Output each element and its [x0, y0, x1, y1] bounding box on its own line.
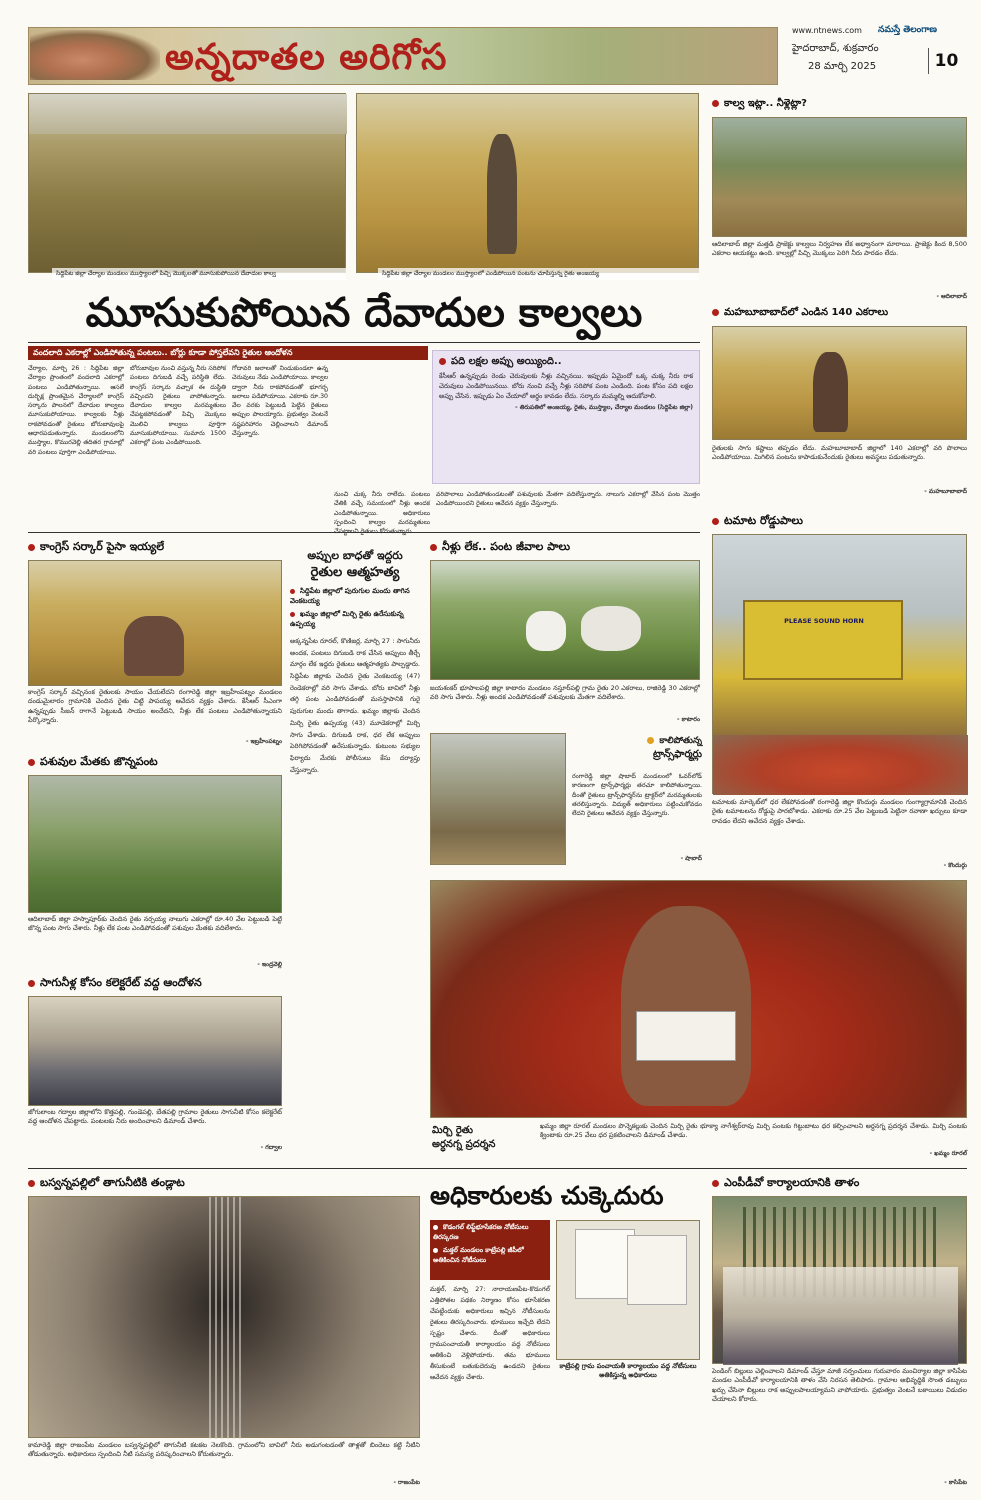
transformer-text: రంగారెడ్డి జిల్లా షాబాద్ మండలంలో ఓవర్‌లోడ్ కారణంగా ట్రాన్స్‌ఫార్మర్లు తరచూ కాలిపోతున్నాయి. దీంతో రైతులు ట్రాన్స్‌ఫార్మర్‌ను ట్రాక్టర్‌లో మరమ్మతులకు తరలిస్తున్నారు. విద్యుత్ అధికారులు పట్టించుకోవడం లేదని రైతులు ఆవేదన వ్యక్తం చేస్తున్నారు. — [572, 773, 702, 818]
chili-protest-photo — [430, 880, 967, 1118]
mpdo-head — [712, 1176, 967, 1192]
suicides-text: అక్కన్నపేట రూరల్, కొణిజర్ల, మార్చి 27 : సాగునీరు అందక, పంటలు దిగుబడి రాక చేసిన అప్పులు తీర్చే మార్గం లేక ఇద్దరు రైతులు ఆత్మహత్యకు పాల్పడ్డారు. సిద్దిపేట జిల్లాకు చెందిన రైతు వెంకటయ్య (47) రెండెకరాల్లో వరి సాగు చేశాడు. బోరు బావిలో నీళ్లు తగ్గి పంట ఎండిపోవడంతో మనస్తాపానికి గురై పురుగుల మందు తాగాడు. ఖమ్మం జిల్లాకు చెందిన మిర్చి రైతు ఉప్పయ్య (43) మూడెకరాల్లో మిర్చి సాగు చేశాడు. దిగుబడి రాక, ధర లేక అప్పులు పెరిగిపోవడంతో ఉరేసుకున్నాడు. కుటుంబ సభ్యుల ఫిర్యాదు మేరకు పోలీసులు కేసు దర్యాప్తు చేస్తున్నారు. — [290, 637, 420, 774]
bullet-icon — [28, 1180, 35, 1187]
lead-col4: నుంచి చుక్క నీరు రాలేదు. పంటలు చేతికి వచ్చే సమయంలో నీళ్లు అందక ఎండిపోతున్నాయి. అధికారులు స్పందించి కాల్వల మరమ్మతులు — [334, 491, 430, 526]
officials-bullet-2 — [433, 1246, 547, 1266]
loan-sidebar — [432, 350, 700, 484]
fodder-caption: జయశంకర్ భూపాలపల్లి జిల్లా కాటారం మండలం నస్తూర్‌పల్లి గ్రామ రైతు 20 ఎకరాలు, రాజిరెడ్డి 30 ఎకరాల్లో వరి సాగు చేశారు. నీళ్లు అందక ఎండిపోవడంతో పశువులకు మేతగా వదిలేశారు. — [430, 684, 700, 702]
congress-caption: కాంగ్రెస్ సర్కార్ వచ్చినంక రైతులకు సాయం చేయలేదని రంగారెడ్డి జిల్లా ఇబ్రహీంపట్నం మండలం దండుమైలారం గ్రామానికి చెందిన రైతు చిట్టి పాపయ్య ఆవేదన వ్యక్తం చేశారు. కేసీఆర్ సీఎంగా ఉన్నప్పుడు సీజన్ రాగానే పెట్టుబడి సాయం అందేదని, నీళ్లు లేక పంటలు ఎండిపోతున్నాయని పేర్కొన్నారు. — [28, 688, 282, 725]
protesters — [723, 1267, 958, 1365]
tomato-pile — [713, 735, 968, 795]
transformer-head-1-text: కాలిపోతున్న — [659, 736, 702, 746]
mpdo-protest-photo — [712, 1196, 967, 1364]
transformer-head-2: ట్రాన్స్‌ఫార్మర్లు — [652, 749, 702, 760]
lead-col1: చేర్యాల, మార్చి 26 : సిద్దిపేట జిల్లా చేర్యాల ప్రాంతంలో వందలాది ఎకరాల్లో పంటలు ఎండిపోతున్నాయి. ఆసలే దుర్భిక్ష ప్రాంతమైన చేర్యాలలో కాంగ్రెస్ సర్కారు పాలనలో దేవాదుల కాల్వలు మూసుకుపోయాయి. కాల్వలకు నీళ్లు రాకపోవడంతో రైతులు బోరుబావులపై ఆధారపడుతున్నారు. మండలంలోని ముస్త్యాల, కొమురవెల్లి తదితర గ్రామాల్లో వరి పంటలు పూర్తిగా ఎండిపోయాయి. — [28, 365, 124, 456]
dry-paddy-farmer-photo — [356, 93, 699, 273]
notice-document-photo — [556, 1220, 700, 1360]
suicides-bullet-1-text: సిద్దిపేట జిల్లాలో పురుగుల మందు తాగిన వెంకటయ్య — [290, 587, 410, 605]
lead-tail: వరిపొలాలు ఎండిపోతుండటంతో పశువులకు మేతగా వదిలేస్తున్నారు. నాలుగు ఎకరాల్లో వేసిన పంట మొత్తం ఎండిపోయిందని రైతులు ఆవేదన వ్యక్తం చేస్తున్నారు. — [436, 491, 700, 508]
officials-text: మక్తల్, మార్చి 27: నారాయణపేట-కొడంగల్ ఎత్తిపోతల పథకం నిర్మాణం కోసం భూసేకరణ చేపట్టేందుకు అధికారులు ఇచ్చిన నోటీసులను రైతులు తిరస్కరించారు. భూములు ఇచ్చేది లేదని స్పష్టం చేశారు. దీంతో అధికారులు గ్రామపంచాయతీ కార్యాలయం వద్ద నోటీసులు అతికించి వెళ్లిపోయారు. తమ భూములు తీసుకుంటే బతుకుదెరువు ఉండదని రైతులు ఆవేదన వ్యక్తం చేశారు. — [430, 1286, 550, 1382]
masthead-city-day: హైదరాబాద్, శుక్రవారం — [792, 43, 879, 54]
bullet-icon — [647, 737, 654, 744]
canal-overgrown-caption: సిద్దిపేట జిల్లా చేర్యాల మండలం ముస్త్యాలలో పిచ్చి మొక్కలతో మూసుకుపోయిన దేవాదుల కాల్వ — [52, 268, 346, 280]
fodder-cattle-photo — [430, 560, 700, 680]
canals-caption: ఆదిలాబాద్ జిల్లా మత్తడి ప్రాజెక్టు కాల్వలు నిర్వహణ లేక అధ్వానంగా మారాయి. ప్రాజెక్టు కింద 8,500 ఎకరాల ఆయకట్టు ఉంది. కాల్వల్లో పిచ్చి మొక్కలు పెరిగి నీరు పారడం లేదు. — [712, 240, 967, 258]
tomato-truck-photo — [712, 534, 967, 794]
masthead — [0, 0, 981, 88]
transformer-tractor-photo — [430, 733, 566, 865]
collectorate-credit: - గద్వాల — [260, 1144, 282, 1151]
truck-sign: PLEASE SOUND HORN — [784, 617, 864, 625]
bullet-icon — [712, 100, 719, 107]
mahabubabad-caption: రైతులకు సాగు కష్టాలు తప్పడం లేదు. మహబూబాబాద్ జిల్లాలో 140 ఎకరాల్లో వరి పొలాలు ఎండిపోయాయి. మిగిలిన పంటను కాపాడుకునేందుకు రైతులు అవస్థలు పడుతున్నారు. — [712, 444, 967, 462]
tomato-head-text: టమాట రోడ్డుపాలు — [724, 514, 803, 527]
loan-sidebar-title-text: పది లక్షల అప్పు అయ్యింది.. — [451, 356, 562, 367]
suicides-bullet-1 — [290, 587, 420, 607]
canals-head-text: కాల్వ ఇట్లా.. నీళ్లెట్లా? — [724, 98, 807, 109]
congress-credit: - ఇబ్రహీంపట్నం — [245, 738, 282, 745]
suicides-box — [290, 545, 420, 1165]
well-caption: కామారెడ్డి జిల్లా రాజంపేట మండలం బస్వన్నపల్లిలో తాగునీటి కటకట నెలకొంది. గ్రామంలోని బావిలో నీరు అడుగంటడంతో తాళ్లతో బిందెలు కట్టి నీటిని తోడుతున్నారు. అధికారులు స్పందించి నీటి సమస్య పరిష్కరించాలని కోరుతున్నారు. — [28, 1441, 420, 1459]
cattle-grazing-photo — [28, 775, 282, 913]
lead-col2: బోరుబావుల నుంచి వస్తున్న నీరు సరిపోక పంటలు దిగుబడి వచ్చే పరిస్థితి లేదు. కాంగ్రెస్ సర్కారు వచ్చాక ఈ దుస్థితి వచ్చిందని రైతులు వాపోతున్నారు. దేవాదుల కాల్వల మరమ్మతులు చేపట్టకపోవడంతో పిచ్చి మొక్కలు మొలిచి కాల్వలు పూర్తిగా మూసుకుపోయాయి. సుమారు 1500 ఎకరాల్లో పంట ఎండిపోయింది. — [130, 365, 226, 447]
chili-caption: ఖమ్మం జిల్లా రూరల్ మండలం పొన్నెకల్లుకు చెందిన మిర్చి రైతు భూక్యా నాగేశ్వర్‌రావు మిర్చి పంటకు గిట్టుబాటు ధర కల్పించాలని అర్ధనగ్న ప్రదర్శన చేశాడు. మిర్చి పంటకు క్వింటాకు రూ.25 వేలు ధర ప్రకటించాలని డిమాండ్ చేశాడు. — [540, 1122, 967, 1140]
mpdo-head-text: ఎంపీడీవో కార్యాలయానికి తాళం — [724, 1176, 860, 1189]
congress-farmer-photo — [28, 560, 282, 686]
chili-label-1: మిర్చి రైతు — [432, 1125, 474, 1136]
notice-caption: కాట్రేపల్లి గ్రామ పంచాయతీ కార్యాలయం వద్ద నోటీసులు అతికిస్తున్న అధికారులు — [559, 1362, 697, 1380]
suicides-head-1: అప్పుల బాధతో ఇద్దరు — [307, 549, 403, 562]
lead-subhead: వందలాది ఎకరాల్లో ఎండిపోతున్న పంటలు.. బోర్లు కూడా పోస్తలేవని రైతుల ఆందోళన — [28, 346, 428, 360]
congress-head-text: కాంగ్రెస్ సర్కార్ పైసా ఇయ్యలే — [40, 540, 165, 553]
mahabubabad-head — [712, 306, 967, 322]
protest-placard — [636, 1011, 736, 1061]
masthead-site: www.ntnews.com — [792, 26, 862, 35]
cattle-head-text: పశువుల మేతకు జొన్నపంట — [40, 755, 158, 768]
collectorate-caption: జోగులాంబ గద్వాల జిల్లాలోని కొత్తపల్లి, గుండెపల్లి, బేతపల్లి గ్రామాల రైతులు సాగునీటి కోసం కలెక్టరేట్ వద్ద ఆందోళన చేపట్టారు. పంటలకు నీరు అందించాలని డిమాండ్ చేశారు. — [28, 1108, 282, 1126]
officials-bullet-1-text: కొడంగల్ లిఫ్ట్‌భూసేకరణ నోటీసులు తిరస్కరణ — [433, 1223, 529, 1241]
bullet-icon — [290, 612, 295, 617]
chili-credit: - ఖమ్మం రూరల్ — [929, 1150, 967, 1157]
tomato-caption: టమాటకు మార్కెట్‌లో ధర లేకపోవడంతో రంగారెడ్డి జిల్లా కొందుర్గు మండలం గుంగ్యాగ్రామానికి చెందిన రైతు టమాటలను రోడ్డుపై పారబోశాడు. ఎకరాకు రూ.25 వేల పెట్టుబడి పెట్టినా రవాణా ఖర్చులు కూడా రావడం లేదని ఆవేదన వ్యక్తం చేశాడు. — [712, 798, 967, 825]
canal-trees-photo — [712, 117, 967, 237]
fodder-head — [430, 540, 700, 556]
bullet-icon — [712, 518, 719, 525]
masthead-title: అన్నదాతల అరిగోస — [165, 36, 448, 78]
chili-label-2: అర్ధనగ్న ప్రదర్శన — [432, 1139, 496, 1150]
bullet-icon — [290, 589, 295, 594]
notice-paper-2 — [627, 1235, 687, 1305]
well-credit: - రాజంపేట — [393, 1479, 420, 1486]
mahabubabad-credit: - మహబూబాబాద్ — [924, 488, 967, 495]
collectorate-head-text: సాగునీళ్ల కోసం కలెక్టరేట్ వద్ద ఆందోళన — [40, 976, 202, 989]
bullet-icon — [28, 759, 35, 766]
canal-overgrown-photo — [28, 93, 346, 273]
transformer-credit: - షాబాద్ — [680, 855, 702, 862]
masthead-date: 28 మార్చి 2025 — [808, 61, 877, 72]
fodder-credit: - కాటారం — [677, 716, 700, 723]
bullet-icon — [433, 1248, 438, 1253]
officials-bullets — [430, 1220, 550, 1280]
bullet-icon — [439, 358, 446, 365]
loan-sidebar-text: కేసీఆర్ ఉన్నప్పుడు రెండు చెరువులకు నీళ్లు వచ్చినయి. ఇప్పుడు ఏమైందో ఒక్క చుక్క నీరు రాక చెరువులు ఎండిపోయినయి. బోరు నుంచి వచ్చే నీళ్లు సరిపోక పంట ఎండింది. పంట కోసం పది లక్షల అప్పు చేసిన. ఇప్పుడు ఏం చేయాలో అర్థం కావడం లేదు. సర్కారు మమ్మల్ని ఆదుకోవాలి. — [439, 372, 693, 400]
fodder-head-text: నీళ్లు లేక.. పంట జీవాల పాలు — [442, 540, 571, 553]
bullet-icon — [712, 1180, 719, 1187]
section-divider — [28, 532, 700, 533]
mahabubabad-head-text: మహబూబాబాద్‌లో ఎండిన 140 ఎకరాలు — [724, 307, 889, 318]
lead-headline: మూసుకుపోయిన దేవాదుల కాల్వలు — [85, 289, 643, 336]
officials-bullet-1 — [433, 1223, 547, 1243]
transformer-head-1 — [572, 736, 702, 748]
page-number: 10 — [928, 48, 964, 74]
bullet-icon — [28, 544, 35, 551]
tomato-credit: - కొందుర్గు — [943, 862, 967, 869]
canals-head — [712, 97, 967, 113]
officials-headline: అధికారులకు చుక్కెదురు — [430, 1181, 664, 1210]
cattle-head — [28, 755, 282, 771]
truck-tailgate — [743, 600, 903, 680]
mpdo-credit: - కాసిపేట — [944, 1479, 967, 1486]
lead-col3: గోదావరి జలాలతో నిండుకుండలా ఉన్న చెరువులు నేడు ఎండిపోయాయి. కాల్వల ద్వారా నీరు రాకపోవడంతో భూగర్భ జలాలు పడిపోయాయి. ఎకరాకు రూ.30 వేల వరకు పెట్టుబడి పెట్టిన రైతులు అప్పుల పాలయ్యారు. ప్రభుత్వం వెంటనే నష్టపరిహారం చెల్లించాలని డిమాండ్ చేస్తున్నారు. — [232, 365, 328, 438]
collectorate-head — [28, 976, 282, 992]
well-head-text: బస్వన్నపల్లిలో తాగునీటికి తండ్లాట — [40, 1176, 185, 1189]
well-ropes-photo — [28, 1196, 420, 1438]
suicides-bullet-2-text: ఖమ్మం జిల్లాలో మిర్చి రైతు ఉరేసుకున్న ఉప్పయ్య — [290, 610, 404, 628]
dry-paddy-caption: సిద్దిపేట జిల్లా చేర్యాల మండలం ముస్త్యాలలో ఎండిపోయిన పంటను చూపిస్తున్న రైతు అంజయ్య — [378, 268, 699, 280]
tomato-head — [712, 514, 967, 530]
bullet-icon — [433, 1225, 438, 1230]
canals-credit: - ఆదిలాబాద్ — [936, 293, 967, 300]
bullet-icon — [430, 544, 437, 551]
mahabubabad-field-photo — [712, 326, 967, 440]
officials-bullet-2-text: మక్తల్ మండలం కాట్రేపల్లి జీపీలో అతికించిన నోటీసులు — [433, 1246, 524, 1264]
protesting-farmer — [621, 906, 751, 1106]
transformer-head — [572, 736, 702, 770]
notice-paper — [575, 1229, 635, 1299]
bottom-divider — [28, 1168, 967, 1169]
masthead-brand: నమస్తే తెలంగాణ — [878, 25, 937, 35]
mpdo-caption: పెండింగ్ బిల్లులు చెల్లించాలని డిమాండ్ చేస్తూ మాజీ సర్పంచులు గురువారం మంచిర్యాల జిల్లా కాసిపేట మండల ఎంపీడీవో కార్యాలయానికి తాళం వేసి నిరసన తెలిపారు. గ్రామాల అభివృద్ధికి సొంత డబ్బులు ఖర్చు చేసినా బిల్లులు రాక అప్పులపాలయ్యామని వాపోయారు. ప్రభుత్వం వెంటనే బకాయిలు విడుదల చేయాలని కోరారు. — [712, 1367, 967, 1404]
collectorate-protest-photo — [28, 996, 282, 1106]
chili-label — [432, 1124, 532, 1158]
suicides-head-2: రైతుల ఆత్మహత్య — [310, 565, 400, 580]
loan-sidebar-credit: - తిరుపతిలో అంజయ్య, రైతు, ముస్త్యాల, చేర్యాల మండలం (సిద్దిపేట జిల్లా) — [515, 404, 693, 412]
well-ropes — [209, 1197, 243, 1439]
bullet-icon — [28, 980, 35, 987]
cattle-caption: ఆదిలాబాద్ జిల్లా హస్నాపూర్‌కు చెందిన రైతు నర్సయ్య నాలుగు ఎకరాల్లో రూ.40 వేల పెట్టుబడి పెట్టి జొన్న పంట సాగు చేశారు. నీళ్లు లేక పంట ఎండిపోవడంతో పశువుల మేతకు వదిలేశారు. — [28, 915, 282, 933]
well-head — [28, 1176, 408, 1192]
headline-rule — [28, 342, 700, 343]
loan-sidebar-title — [439, 355, 693, 369]
hand-soil-icon — [30, 30, 160, 80]
congress-head — [28, 540, 278, 556]
suicides-bullet-2 — [290, 610, 420, 630]
bullet-icon — [712, 309, 719, 316]
cattle-credit: - ఇంద్రవెల్లి — [257, 961, 282, 968]
